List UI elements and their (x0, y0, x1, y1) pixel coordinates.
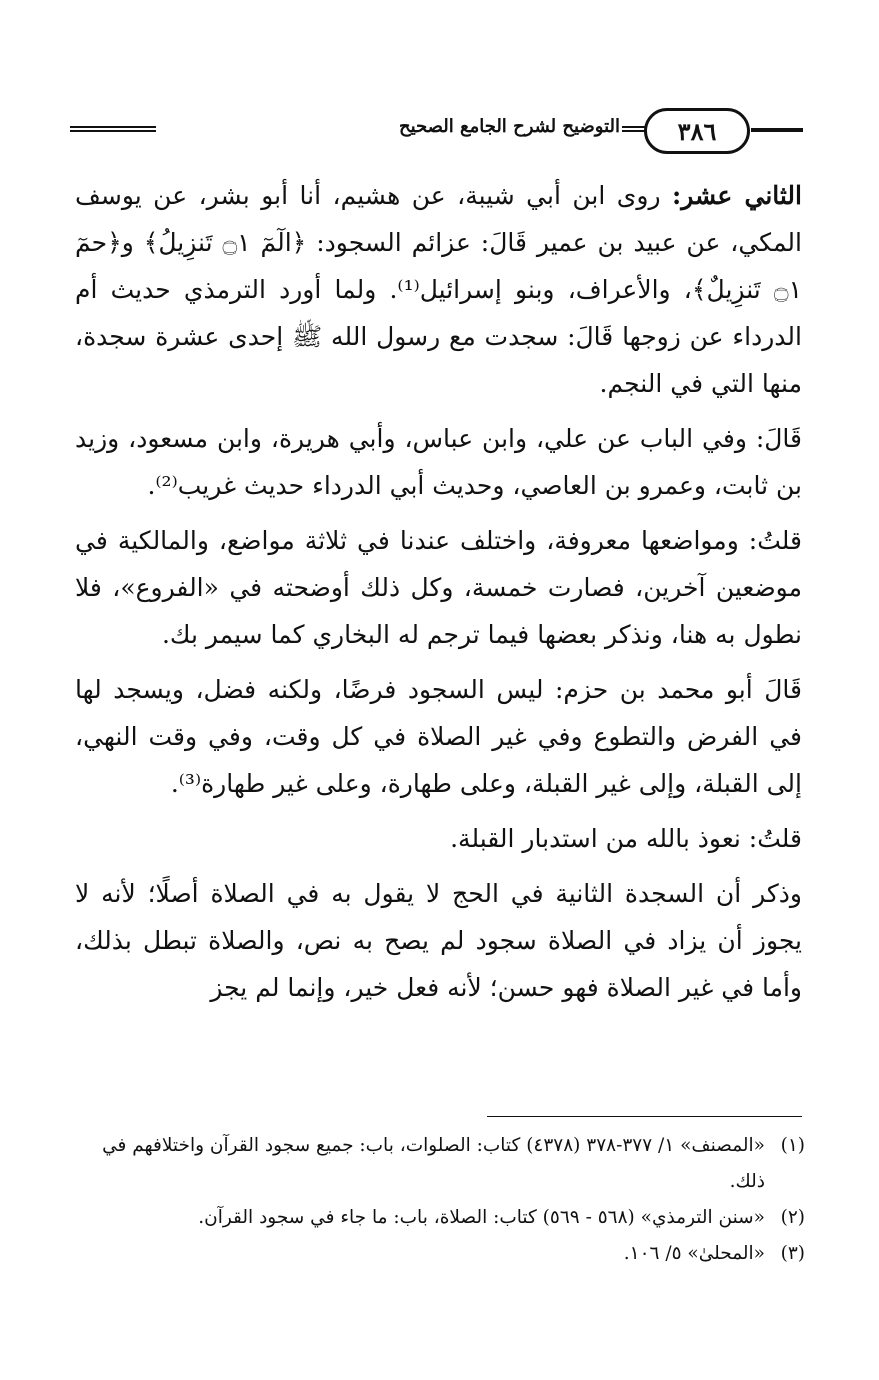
paragraph (75, 870, 802, 1011)
footnote-separator (487, 1116, 802, 1117)
footnote-number: (١) (780, 1135, 805, 1156)
header-rule-left (70, 126, 156, 132)
paragraph-text: قلتُ: ومواضعها معروفة، واختلف عندنا في ثلاثة مواضع، والمالكية في موضعين آخرين، فصارت خمسة، وكل ذلك أوضحته في «الفروع»، فلا نطول به هنا، ونذكر بعضها فيما ترجم له البخاري كما سيمر بك. (75, 526, 802, 649)
paragraph-text: قلتُ: نعوذ بالله من استدبار القبلة. (450, 824, 802, 853)
footnote-text: «المحلىٰ» ٥/ ١٠٦. (623, 1243, 765, 1264)
paragraph (75, 517, 802, 658)
footnotes (85, 1128, 805, 1272)
footnote (85, 1200, 805, 1236)
paragraph (75, 666, 802, 807)
running-title: التوضيح لشرح الجامع الصحيح (398, 116, 620, 137)
paragraph (75, 415, 802, 509)
paragraph (75, 815, 802, 862)
footnote-number: (٣) (780, 1243, 805, 1264)
paragraph-text: قَالَ: وفي الباب عن علي، وابن عباس، وأبي هريرة، وابن مسعود، وزيد بن ثابت، وعمرو بن العاصي، وحديث أبي الدرداء حديث غريب⁽²⁾. (75, 424, 802, 500)
main-text (75, 172, 802, 1011)
page-number: ٣٨٦ (644, 108, 750, 154)
footnote-text: «المصنف» ١/ ٣٧٧-٣٧٨ (٤٣٧٨) كتاب: الصلوات، باب: جميع سجود القرآن واختلافهم في ذلك. (102, 1135, 765, 1192)
paragraph-text: قَالَ أبو محمد بن حزم: ليس السجود فرضًا، ولكنه فضل، ويسجد لها في الفرض والتطوع وفي غير الصلاة في كل وقت، وفي وقت النهي، إلى القبلة، وإلى غير القبلة، وعلى طهارة، وعلى غير طهارة⁽³⁾. (75, 675, 802, 798)
running-header (70, 100, 805, 160)
footnote (85, 1236, 805, 1272)
paragraph-text: وذكر أن السجدة الثانية في الحج لا يقول به في الصلاة أصلًا؛ لأنه لا يجوز أن يزاد في الصلاة سجود لم يصح به نص، والصلاة تبطل بذلك، وأما في غير الصلاة فهو حسن؛ لأنه فعل خير، وإنما لم يجز (75, 879, 802, 1002)
paragraph-text: روى ابن أبي شيبة، عن هشيم، أنا أبو بشر، عن يوسف المكي، عن عبيد بن عمير قَالَ: عزائم السجود: ﴿الٓمٓ ۝١ تَنزِيلُ﴾ و﴿حمٓ ۝١ تَنزِيلٌ﴾، والأعراف، وبنو إسرائيل⁽¹⁾. ولما أورد الترمذي حديث أم الدرداء عن زوجها قَالَ: سجدت مع رسول الله ﷺ إحدى عشرة سجدة، منها التي في النجم. (75, 181, 802, 398)
footnote-text: «سنن الترمذي» (٥٦٨ - ٥٦٩) كتاب: الصلاة، باب: ما جاء في سجود القرآن. (198, 1207, 765, 1228)
paragraph (75, 172, 802, 407)
footnote (85, 1128, 805, 1200)
paragraph-lead: الثاني عشر: (672, 181, 802, 210)
footnote-number: (٢) (780, 1207, 805, 1228)
